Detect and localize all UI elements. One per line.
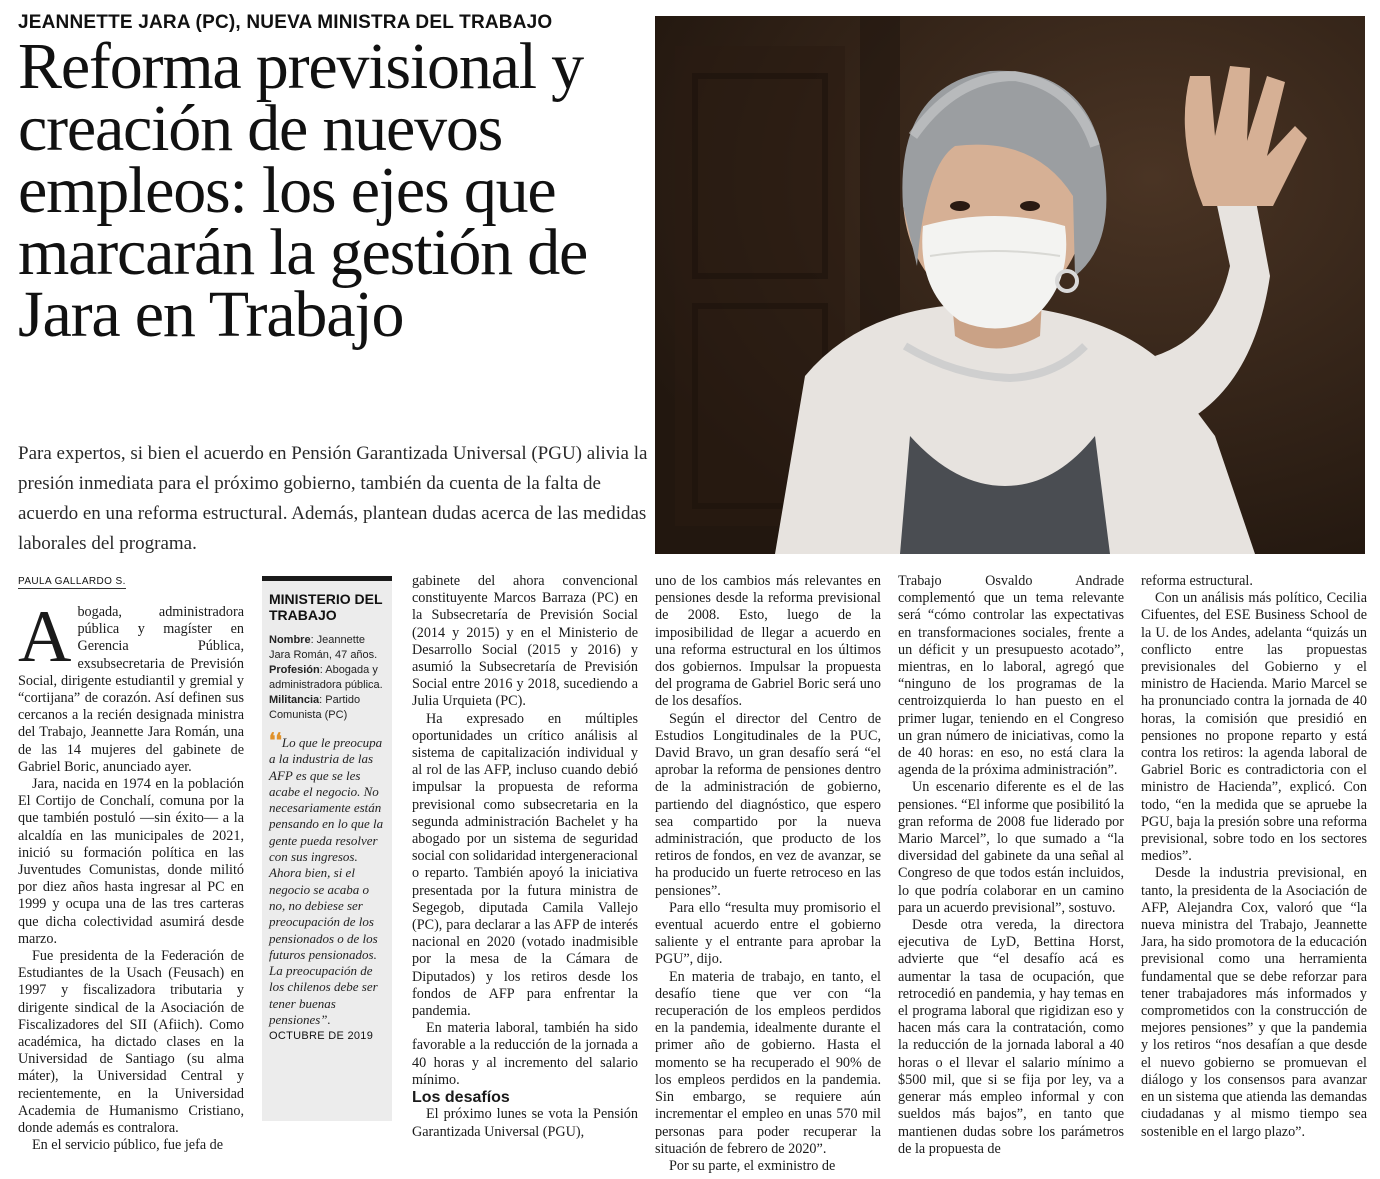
column-1 [18, 596, 244, 1155]
paragraph: En el servicio público, fue jefa de [32, 1137, 224, 1154]
paragraph: reforma estructural. [1141, 573, 1253, 589]
sidebar-title: MINISTERIO DEL TRABAJO [269, 591, 383, 623]
label: Nombre [269, 634, 311, 646]
paragraph: Desde la industria previsional, en tanto, la presidenta de la Asociación de AFP, Alejandra Cox, valoró que “la nueva ministra del Trabajo, Jeannette Jara, ha sido promotora de la educación previsional como una herramienta fundamental que se debe reforzar para tener trabajadores más informados y comprometidos con la construcción de mejores pensiones” y que la pandemia y los retiros “nos desafían a que desde el nuevo gobierno se promuevan el diálogo y los consensos para avanzar en un sistema que atienda las demandas ciudadanas y al mismo tiempo sea sostenible en el largo plazo”. [1141, 865, 1367, 1140]
portrait-illustration [655, 16, 1365, 554]
quote-mark-icon: ❛❛ [269, 730, 282, 752]
value: : Partido Comunista (PC) [269, 694, 361, 721]
article-photo [655, 16, 1365, 554]
sidebar-militancia [269, 693, 385, 723]
profile-sidebar [262, 576, 392, 1121]
sidebar-quote [269, 730, 385, 1028]
paragraph: Jara, nacida en 1974 en la población El Cortijo de Conchalí, comuna por la que también postuló —sin éxito— a la alcaldía en las municipales de 2021, inició su formación política en las Juventudes Comunistas, donde militó por diez años hasta ingresar al PC en 1999 y ocupa una de las tres carteras que dicha colectividad asumirá desde marzo. [18, 776, 244, 947]
paragraph: Trabajo Osvaldo Andrade complementó que un tema relevante será “cómo controlar las expectativas en transformaciones sociales, frente a un déficit y un presupuesto acotado”, mientras, en lo laboral, agregó que “ninguno de los programas de la centroizquierda lo han puesto en el primer lugar, teniendo en el Congreso un gran número de iniciativas, como la de 40 horas: en eso, no está clara la agenda de la próxima administración”. [898, 573, 1124, 779]
paragraph: Un escenario diferente es el de las pensiones. “El informe que posibilitó la gran reforma de 2008 fue liderado por Mario Marcel”, lo que sumado a “la diversidad del gabinete da una señal al Congreso de que todos están incluidos, lo que podría colaborar en un camino para un acuerdo previsional”, sostuvo. [898, 779, 1124, 916]
paragraph: Con un análisis más político, Cecilia Cifuentes, del ESE Business School de la U. de los Andes, adelanta “quizás un conflicto entre las propuestas previsionales del Gobierno y el ministro de Hacienda. Mario Marcel se ha pronunciado contra la jornada de 40 horas, la comisión que presidió en pensiones no propone reparto y está contra los retiros: la agenda laboral de Gabriel Boric es contradictoria con el ministro de Hacienda”, explicó. Con todo, “en la medida que se apruebe la PGU, baja la presión sobre una reforma previsional, sobre todo en los sectores medios”. [1141, 590, 1367, 865]
quote-date: OCTUBRE DE 2019 [269, 1030, 374, 1043]
paragraph: Ha expresado en múltiples oportunidades un crítico análisis al sistema de capitalización individual y al rol de las AFP, incluso cuando debió impulsar la propuesta de reforma previsional como subsecretaria en la segunda administración Bachelet y ha abogado por un sistema de seguridad social con solidaridad intergeneracional o reparto. También apoyó la iniciativa presentada por la futura ministra de Segegob, diputada Camila Vallejo (PC), para declarar a las AFP de interés nacional en 2020 (votado inadmisible por la mesa de la Cámara de Diputados) y los retiros desde los fondos de AFP para enfrentar la pandemia. [412, 710, 638, 1020]
headline: Reforma previsional y creación de nuevos empleos: los ejes que marcarán la gestión de Jara en Trabajo [18, 30, 588, 351]
paragraph: En materia laboral, también ha sido favorable a la reducción de la jornada a 40 horas y al incremento del salario mínimo. [412, 1020, 638, 1088]
paragraph: Fue presidenta de la Federación de Estudiantes de la Usach (Feusach) en 1997 y fiscalizadora tributaria y dirigente sindical de la Asociación de Fiscalizadores del SII (Afiich). Como académica, ha dictado clases en la Universidad de Santiago (su alma máter), la Universidad Central y recientemente, en la Universidad Academia de Humanismo Cristiano, donde además es contralora. [18, 948, 244, 1137]
quote-text: Lo que le preocupa a la industria de las AFP es que se les acabe el negocio. No necesariamente están pensando en lo que la gente pueda resolver con sus ingresos. Ahora bien, si el negocio se acaba o no, no debiese ser preocupación de los pensionados o de los futuros pensionados. La preocupación de los chilenos debe ser tener buenas pensiones”. [269, 735, 384, 1028]
column-3 [412, 573, 638, 1141]
column-5 [898, 573, 1124, 1158]
label: Militancia [269, 694, 320, 706]
paragraph-text: bogada, administradora pública y magíster en Gerencia Pública, exsubsecretaria de Previsión Social, dirigente estudiantil y gremial y “cortijana” de corazón. Así definen sus cercanos a la recién designada ministra del Trabajo, Jeannette Jara Román, una de las 14 mujeres del gabinete de Gabriel Boric, anunciado ayer. [18, 604, 244, 775]
sidebar-nombre [269, 633, 385, 663]
value: : Abogada y administradora pública. [269, 664, 383, 691]
paragraph [18, 596, 244, 776]
byline: PAULA GALLARDO S. [18, 576, 126, 587]
drop-cap: A [18, 596, 72, 678]
paragraph: Para ello “resulta muy promisorio el eventual acuerdo entre el gobierno saliente y el entrante para aprobar la PGU”, dijo. [655, 899, 881, 968]
paragraph: gabinete del ahora convencional constituyente Marcos Barraza (PC) en la Subsecretaría de Previsión Social (2014 y 2015) y en el Ministerio de Desarrollo Social (2015 y 2016) y asumió la Subsecretaría de Previsión Social entre 2016 y 2018, sucediendo a Julia Urquieta (PC). [412, 573, 638, 710]
label: Profesión [269, 664, 320, 676]
paragraph: En materia de trabajo, en tanto, el desafío tiene que ver con “la recuperación de los empleos perdidos en la pandemia, idealmente durante el primer año de gobierno. Hasta el momento se ha recuperado el 90% de los empleos perdidos en la pandemia. Sin embargo, se requiere aún incrementar el empleo en unas 570 mil personas para poder recuperar la situación de febrero de 2020”. [655, 968, 881, 1157]
subhead: Los desafíos [412, 1089, 510, 1107]
paragraph: Según el director del Centro de Estudios Longitudinales de la PUC, David Bravo, un gran desafío será “el aprobar la reforma de pensiones dentro de la administración de gobierno, partiendo del diagnóstico, que espero sea compartido por la nueva administración, que producto de los retiros de fondos, en vez de avanzar, se ha producido un fuerte retroceso en las pensiones”. [655, 710, 881, 899]
deck: Para expertos, si bien el acuerdo en Pensión Garantizada Universal (PGU) alivia la presión inmediata para el próximo gobierno, también da cuenta de la falta de acuerdo en una reforma estructural. Además, plantean dudas acerca de las medidas laborales del programa. [18, 443, 648, 554]
paragraph: El próximo lunes se vota la Pensión Garantizada Universal (PGU), [412, 1106, 638, 1140]
paragraph: Desde otra vereda, la directora ejecutiva de LyD, Bettina Horst, advierte que “el desafío acá es aumentar la tasa de ocupación, que retrocedió en pandemia, y hay temas en el programa laboral que rigidizan eso y hacen más cara la contratación, como la reducción de la jornada laboral a 40 horas o el llevar el salario mínimo a $500 mil, que si se fija por ley, va a generar más empleo informal y con sueldos más bajos”, en tanto que mantienen dudas sobre los parámetros de la propuesta de [898, 917, 1124, 1157]
value: : Jeannette Jara Román, 47 años. [269, 634, 378, 661]
column-6 [1141, 573, 1367, 1141]
sidebar-profesion [269, 663, 385, 693]
paragraph: Por su parte, el exministro de [669, 1157, 836, 1174]
kicker: JEANNETTE JARA (PC), NUEVA MINISTRA DEL TRABAJO [18, 12, 553, 33]
paragraph: uno de los cambios más relevantes en pensiones desde la reforma previsional de 2008. Esto, luego de la imposibilidad de llegar a acuerdo en una reforma estructural en los últimos dos gobiernos. Impulsar la propuesta del programa de Gabriel Boric será uno de los desafíos. [655, 573, 881, 710]
column-4 [655, 573, 881, 1175]
